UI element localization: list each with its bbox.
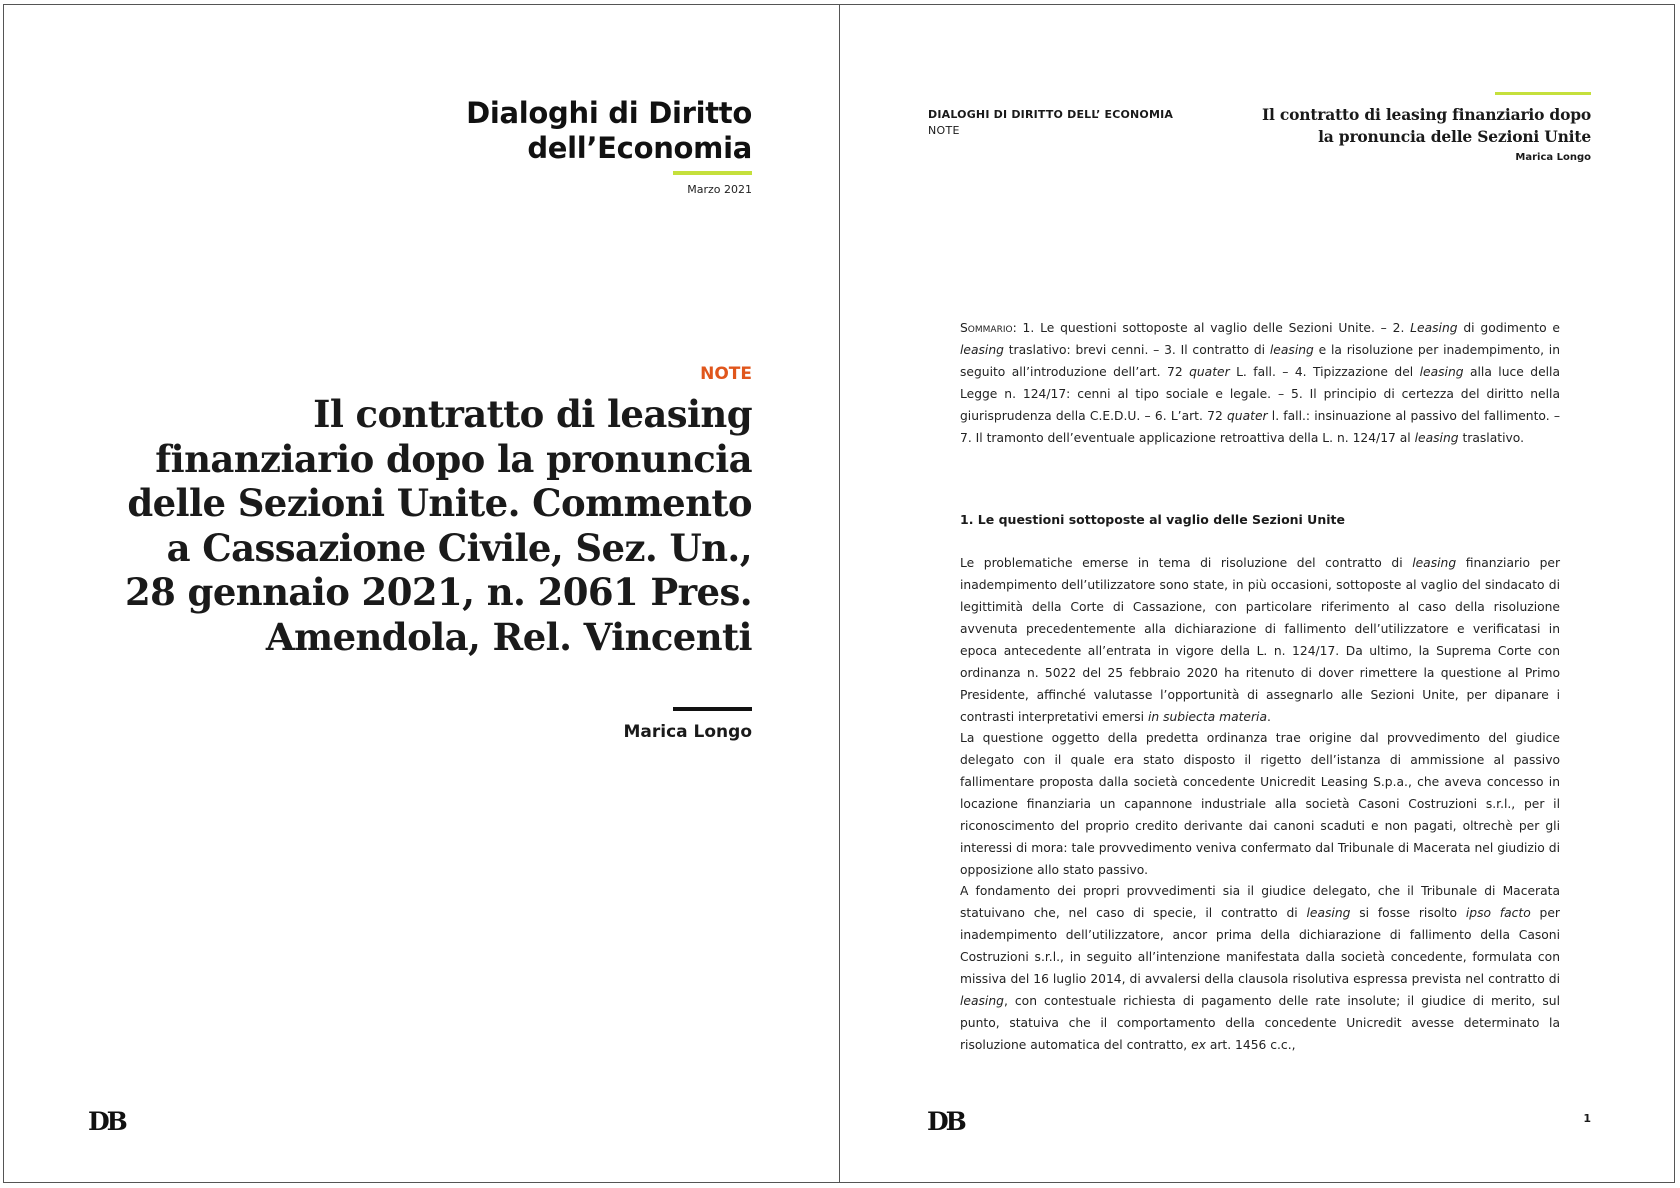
summary-fragment: l. fall.: insinuazione al passivo del fallimento. – 7. Il tramonto dell’eventuale applicazione retroattiva della L. n. 124/17 al (960, 409, 1560, 445)
summary-fragment: quater (1226, 409, 1268, 423)
text-fragment: ex (1191, 1038, 1206, 1052)
paragraph (960, 727, 1560, 881)
text-fragment: leasing (1306, 906, 1351, 920)
summary-fragment: leasing (1414, 431, 1459, 445)
journal-title-line: dell’Economia (527, 131, 752, 165)
author-name: Marica Longo (623, 722, 752, 742)
section-label: NOTE (700, 364, 752, 384)
issue-date: Marzo 2021 (687, 183, 752, 196)
running-header-section: NOTE (928, 124, 960, 137)
summary-fragment: leasing (1269, 343, 1314, 357)
summary-fragment: di godimento e (1457, 321, 1560, 335)
summary-fragment: 1. Le questioni sottoposte al vaglio delle Sezioni Unite. – 2. (1016, 321, 1411, 335)
summary-fragment: Leasing (1410, 321, 1458, 335)
paragraph-text (960, 880, 1560, 1056)
summary-fragment: L. fall. – 4. Tipizzazione del (1229, 365, 1420, 379)
article-title: Il contratto di leasing finanziario dopo la pronuncia delle Sezioni Unite. Commento a Cassazione Civile, Sez. Un., 28 gennaio 2021, n. 2061 Pres. Amendola, Rel. Vincenti (124, 392, 752, 659)
text-fragment: , con contestuale richiesta di pagamento delle rate insolute; il giudice di merito, sul punto, statuiva che il comportamento della concedente Unicredit avesse determinato la risoluzione automatica del contratto, (960, 994, 1560, 1052)
paragraph-text: La questione oggetto della predetta ordinanza trae origine dal provvedimento del giudice delegato con il quale era stato disposto il rigetto dell’istanza di ammissione al passivo fallimentare proposta dalla società concedente Unicredit Leasing S.p.a., che aveva concesso in locazione finanziaria un capannone industriale alla società Casoni Costruzioni s.r.l., per il riconoscimento del proprio credito derivante dai canoni scaduti e non pagati, oltrechè per gli interessi di mora: tale provvedimento veniva confermato dal Tribunale di Macerata nel giudizio di opposizione allo stato passivo. (960, 731, 1560, 877)
accent-bar (673, 171, 752, 175)
running-header-journal: DIALOGHI DI DIRITTO DELL’ ECONOMIA (928, 108, 1174, 121)
db-logo: DB (88, 1107, 125, 1136)
summary-fragment: e la risoluzione per inadempimento, in seguito all’introduzione dell’art. 72 (960, 343, 1560, 379)
paragraph-text (960, 552, 1560, 728)
text-fragment: in subiecta materia (1147, 710, 1267, 724)
text-fragment: art. 1456 c.c., (1205, 1038, 1296, 1052)
summary-fragment: traslativo. (1458, 431, 1524, 445)
text-fragment: leasing (960, 994, 1004, 1008)
db-logo: DB (927, 1107, 964, 1136)
text-fragment: si fosse risolto (1350, 906, 1466, 920)
paragraph (960, 552, 1560, 728)
running-header-title (1231, 104, 1591, 148)
running-header-author: Marica Longo (1515, 152, 1591, 163)
running-title-line: la pronuncia delle Sezioni Unite (1318, 127, 1591, 146)
summary-fragment: leasing (960, 343, 1004, 357)
author-rule (673, 707, 752, 711)
text-fragment: . (1267, 710, 1271, 724)
text-fragment: finanziario per inadempimento dell’utilizzatore sono state, in più occasioni, sottoposte al vaglio del sindacato di legittimità della Corte di Cassazione, con particolare riferimento al caso della risoluzione avvenuta precedentemente alla dichiarazione di fallimento dell’utilizzatore e verificatasi in epoca antecedente all’entrata in vigore della L. n. 124/17. Da ultimo, la Suprema Corte con ordinanza n. 5022 del 25 febbraio 2020 ha ritenuto di dover rimettere la questione al Primo Presidente, affinché valutasse l’opportunità di assegnarlo alle Sezioni Unite, per dipanare i contrasti interpretativi emersi (960, 556, 1560, 724)
summary-fragment: traslativo: brevi cenni. – 3. Il contratto di (1003, 343, 1270, 357)
summary-fragment: leasing (1419, 365, 1464, 379)
page-divider (839, 4, 840, 1183)
summary-text (960, 317, 1560, 449)
journal-title (466, 96, 752, 166)
summary (960, 317, 1560, 449)
page-number: 1 (1583, 1112, 1591, 1125)
text-fragment: Le problematiche emerse in tema di risoluzione del contratto di (960, 556, 1413, 570)
summary-fragment: alla luce della Legge n. 124/17: cenni al tipo sociale e legale. – 5. Il principio di certezza del diritto nella giurisprudenza della C.E.D.U. – 6. L’art. 72 (960, 365, 1561, 423)
summary-fragment: quater (1189, 365, 1230, 379)
text-fragment: per inadempimento dell’utilizzatore, ancor prima della dichiarazione di fallimento della Casoni Costruzioni s.r.l., in seguito all’intenzione manifestata dalla società concedente, formulata con missiva del 16 luglio 2014, di avvalersi della clausola risolutiva espressa prevista nel contratto di (960, 906, 1560, 986)
summary-label: Sommario: (960, 321, 1017, 335)
running-title-line: Il contratto di leasing finanziario dopo (1261, 105, 1591, 124)
paragraph (960, 880, 1560, 1056)
text-fragment: ipso facto (1465, 906, 1531, 920)
text-fragment: leasing (1412, 556, 1457, 570)
section-heading: 1. Le questioni sottoposte al vaglio delle Sezioni Unite (960, 512, 1345, 527)
text-fragment: A fondamento dei propri provvedimenti sia il giudice delegato, che il Tribunale di Macerata statuivano che, nel caso di specie, il contratto di (960, 884, 1560, 920)
journal-title-line: Dialoghi di Diritto (466, 96, 752, 130)
accent-bar (1495, 92, 1591, 95)
